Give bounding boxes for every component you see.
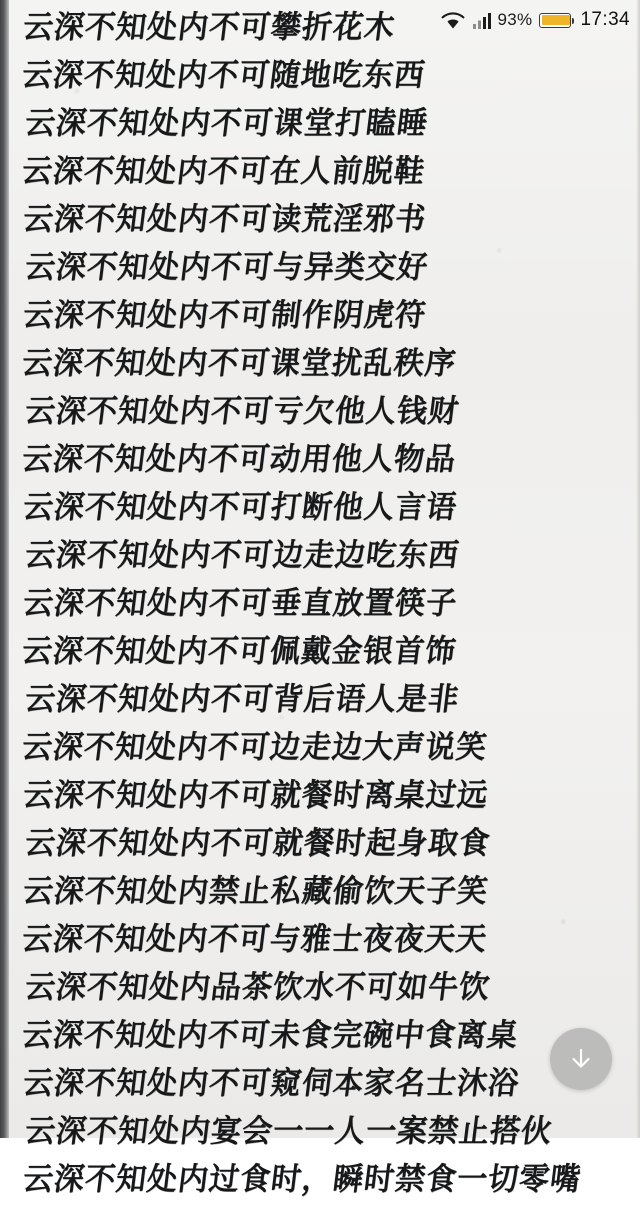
list-item: 云深不知处内不可课堂扰乱秩序: [19, 345, 459, 382]
list-item: 云深不知处内不可打断他人言语: [20, 489, 460, 526]
status-bar-clock: 17:34: [580, 9, 630, 30]
list-item: 云深不知处内宴会一一人一案禁止搭伙: [22, 1113, 555, 1150]
list-item: 云深不知处内过食时，瞬时禁食一切零嘴: [20, 1161, 584, 1198]
list-item: 云深不知处内不可与异类交好: [22, 249, 431, 286]
list-item: 云深不知处内不可课堂打瞌睡: [22, 105, 431, 142]
list-item: 云深不知处内不可动用他人物品: [19, 441, 459, 478]
list-item: 云深不知处内不可边走边吃东西: [22, 537, 462, 574]
list-item: 云深不知处内不可就餐时起身取食: [22, 825, 493, 862]
list-item: 云深不知处内不可随地吃东西: [19, 57, 428, 94]
list-item: 云深不知处内品茶饮水不可如牛饮: [22, 969, 493, 1006]
list-item: 云深不知处内不可读荒淫邪书: [20, 201, 429, 238]
list-item: 云深不知处内不可亏欠他人钱财: [22, 393, 462, 430]
list-item: 云深不知处内不可制作阴虎符: [20, 297, 429, 334]
list-item: 云深不知处内不可未食完碗中食离桌: [19, 1017, 521, 1054]
list-item: 云深不知处内不可在人前脱鞋: [19, 153, 428, 190]
list-item: 云深不知处内禁止私藏偷饮天子笑: [20, 873, 491, 910]
list-item: 云深不知处内不可垂直放置筷子: [20, 585, 460, 622]
battery-percent-label: 93%: [497, 10, 533, 29]
list-item: 云深不知处内不可攀折花木: [20, 9, 398, 46]
list-item: 云深不知处内不可佩戴金银首饰: [19, 633, 459, 670]
list-item: 云深不知处内不可背后语人是非: [22, 681, 462, 718]
arrow-down-icon: [566, 1044, 596, 1074]
list-item: 云深不知处内不可窥伺本家名士沐浴: [20, 1065, 522, 1102]
scroll-down-button[interactable]: [550, 1028, 612, 1090]
list-item: 云深不知处内不可边走边大声说笑: [19, 729, 490, 766]
list-item: 云深不知处内不可就餐时离桌过远: [20, 777, 491, 814]
list-item: 云深不知处内不可与雅士夜夜天天: [19, 921, 490, 958]
